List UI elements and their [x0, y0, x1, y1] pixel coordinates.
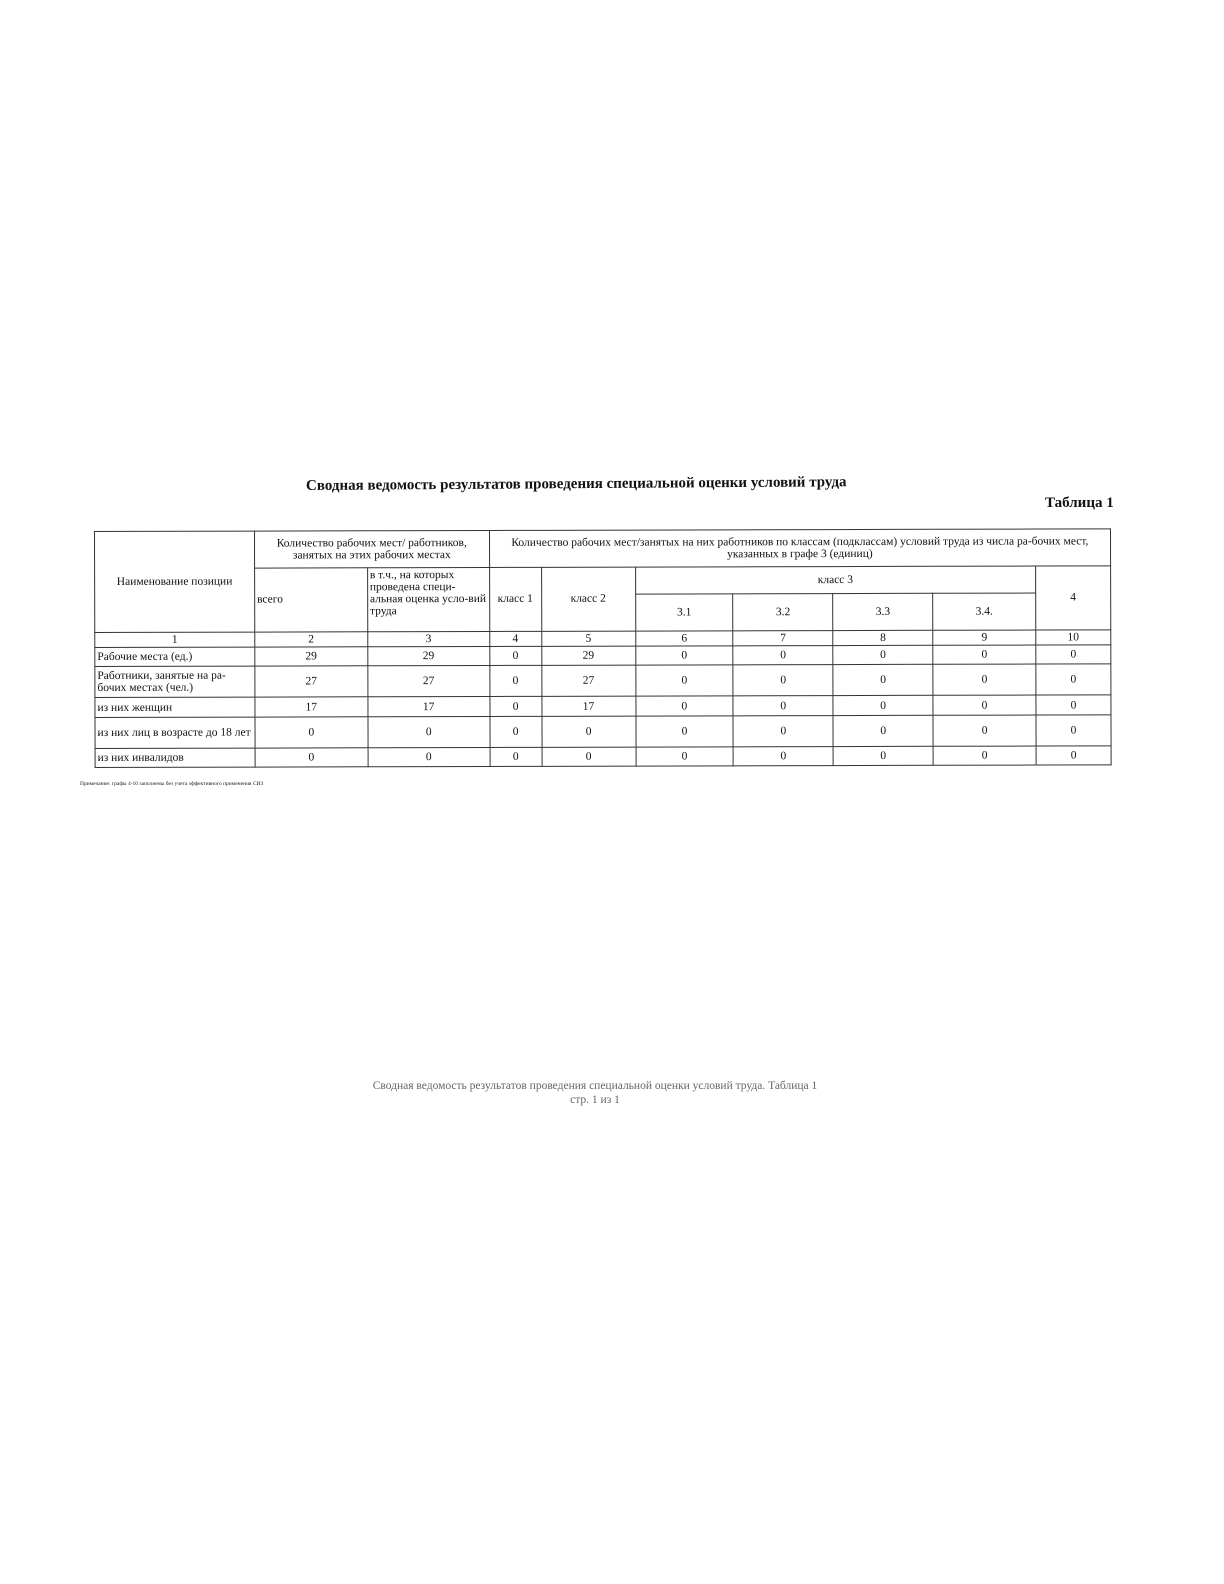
table-cell: 0	[368, 748, 490, 767]
header-classes-group: Количество рабочих мест/занятых на них работников по классам (подклассам) условий труда из числа ра-бочих мест, указанных в графе 3 (единиц)	[489, 529, 1110, 568]
header-subclass-3-1: 3.1	[635, 594, 733, 631]
page-footer	[335, 1079, 855, 1108]
table-cell: 0	[635, 665, 733, 696]
footer-title: Сводная ведомость результатов проведения специальной оценки условий труда. Таблица 1	[372, 1080, 818, 1092]
column-number: 6	[635, 631, 733, 646]
column-number: 9	[933, 630, 1036, 645]
header-subclass-3-2: 3.2	[733, 594, 833, 631]
table-cell: 0	[933, 715, 1036, 746]
row-label: Рабочие места (ед.)	[95, 647, 255, 666]
header-class-1: класс 1	[489, 567, 541, 631]
table-cell: 17	[368, 697, 490, 717]
column-number: 2	[255, 632, 368, 647]
table-cell: 0	[636, 716, 734, 747]
table-cell: 0	[542, 747, 636, 766]
row-label: из них лиц в возрасте до 18 лет	[95, 717, 255, 748]
row-label: из них инвалидов	[95, 748, 255, 767]
table-cell: 17	[542, 696, 636, 716]
table-cell: 0	[833, 715, 933, 746]
column-number: 3	[368, 631, 490, 646]
row-label: Работники, занятые на ра-бочих местах (чел.)	[95, 666, 255, 697]
header-total: всего	[254, 568, 367, 632]
table-cell: 0	[490, 696, 542, 716]
table-cell: 29	[368, 647, 490, 666]
table-cell: 0	[1036, 645, 1111, 664]
table-cell: 0	[255, 748, 368, 767]
table-cell: 0	[635, 646, 733, 665]
header-subclass-3-4: 3.4.	[933, 593, 1036, 630]
table-cell: 0	[636, 747, 734, 766]
table-cell: 0	[1036, 715, 1111, 746]
header-class-3: класс 3	[635, 566, 1036, 594]
document-title: Сводная ведомость результатов проведения специальной оценки условий труда	[305, 474, 847, 494]
table-cell: 0	[490, 747, 542, 766]
table-cell: 0	[733, 646, 833, 665]
table-cell: 0	[733, 696, 833, 716]
page-number: стр. 1 из 1	[570, 1094, 620, 1107]
column-number: 5	[541, 631, 635, 646]
table-cell: 27	[255, 666, 368, 697]
table-cell: 17	[255, 697, 368, 717]
table-cell: 0	[1036, 664, 1111, 695]
sout-summary-table	[94, 528, 1112, 768]
table-cell: 0	[542, 716, 636, 747]
table-cell: 27	[368, 666, 490, 697]
table-row-disabled	[95, 746, 1111, 768]
table-row-women	[95, 695, 1111, 718]
header-sout-done: в т.ч., на которых проведена специ-альная оценка усло-вий труда	[367, 567, 489, 631]
table-cell: 29	[255, 647, 368, 666]
column-number: 1	[95, 632, 255, 647]
table-row-workers	[95, 664, 1111, 698]
table-label: Таблица 1	[1045, 495, 1114, 511]
header-count-group: Количество рабочих мест/ работников, занятых на этих рабочих местах	[254, 530, 489, 568]
header-class-4: 4	[1036, 566, 1111, 630]
header-subclass-3-3: 3.3	[833, 593, 933, 630]
table-cell: 0	[833, 695, 933, 715]
column-number: 7	[733, 631, 833, 646]
table-cell: 27	[541, 665, 635, 696]
table-cell: 0	[933, 645, 1036, 664]
table-cell: 0	[833, 746, 933, 765]
table-cell: 0	[733, 665, 833, 696]
table-cell: 0	[833, 645, 933, 664]
table-cell: 0	[933, 695, 1036, 715]
table-cell: 0	[635, 696, 733, 716]
table-row-workplaces	[95, 645, 1111, 667]
table-cell: 0	[255, 717, 368, 748]
table-row-minors	[95, 715, 1111, 749]
table-cell: 0	[489, 646, 541, 665]
table-cell: 0	[933, 746, 1036, 765]
column-number: 8	[833, 630, 933, 645]
header-class-2: класс 2	[541, 567, 635, 631]
table-cell: 0	[1036, 695, 1111, 715]
table-cell: 0	[833, 664, 933, 695]
column-number: 10	[1036, 630, 1111, 645]
table-cell: 0	[933, 664, 1036, 695]
table-cell: 0	[733, 716, 833, 747]
table-cell: 0	[733, 747, 833, 766]
table-cell: 29	[541, 646, 635, 665]
table-cell: 0	[368, 717, 490, 748]
table-cell: 0	[490, 716, 542, 747]
column-number: 4	[489, 631, 541, 646]
header-position-name: Наименование позиции	[95, 531, 255, 632]
row-label: из них женщин	[95, 697, 255, 717]
table-cell: 0	[1036, 746, 1111, 765]
table-note: Примечание: графы 4-10 заполнены без учета эффективного применения СИЗ	[80, 781, 264, 787]
table-cell: 0	[489, 665, 541, 696]
